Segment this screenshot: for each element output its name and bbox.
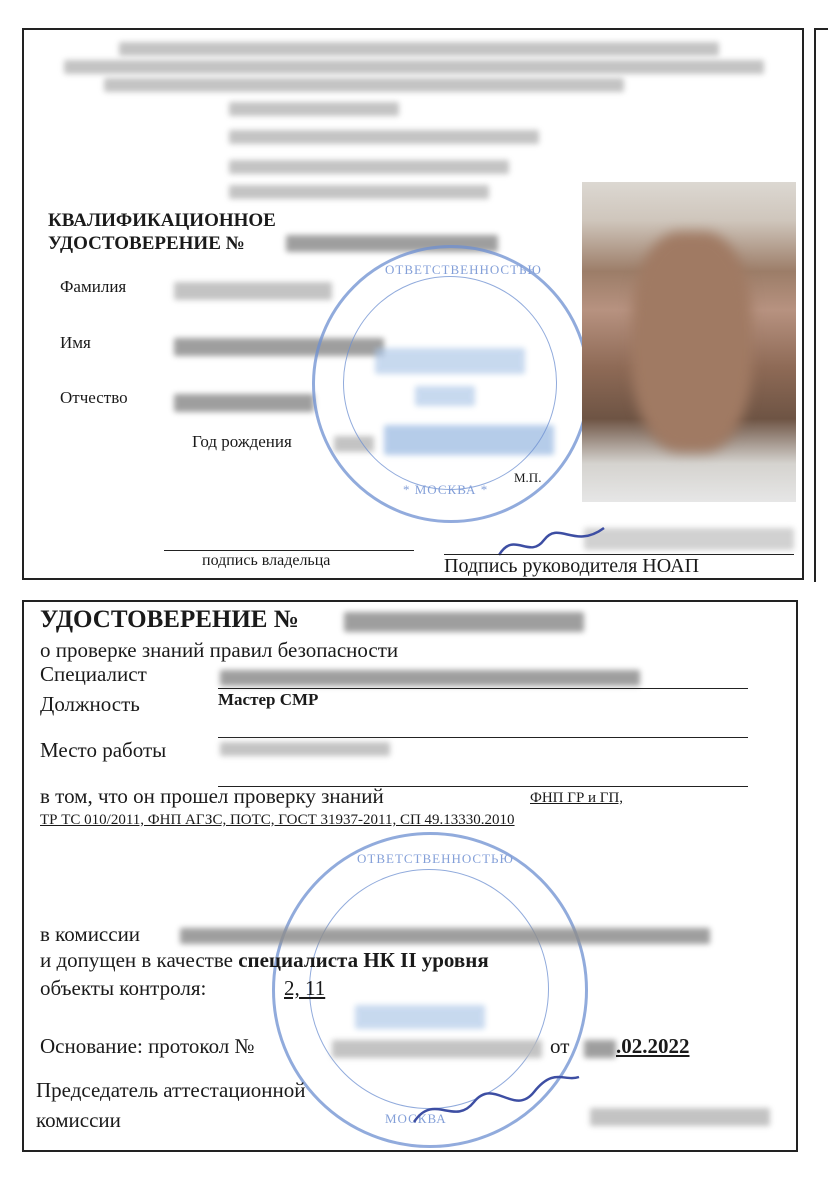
chairman-name-redacted <box>590 1108 770 1126</box>
bottom-card-title: УДОСТОВЕРЕНИЕ № <box>40 606 299 633</box>
holder-photo <box>582 182 796 502</box>
admitted-prefix: и допущен в качестве <box>40 948 233 972</box>
adjacent-page-edge <box>814 28 828 582</box>
norms-line-1: ФНП ГР и ГП, <box>530 790 624 806</box>
admitted-value: специалиста НК II уровня <box>238 948 489 972</box>
owner-signature-line <box>164 550 414 551</box>
admitted-text <box>40 948 489 973</box>
chairman-line-1: Председатель аттестационной <box>36 1078 306 1102</box>
header-redacted-line-6 <box>229 160 509 174</box>
basis-day-redacted <box>584 1040 616 1058</box>
protocol-number-redacted <box>332 1040 542 1058</box>
objects-label: объекты контроля: <box>40 976 207 1000</box>
stamp-center-redacted-2 <box>415 386 475 406</box>
commission-label: в комиссии <box>40 922 141 946</box>
basis-from: от <box>550 1034 570 1058</box>
specialist-value-redacted <box>220 670 640 686</box>
norms-line-2: ТР ТС 010/2011, ФНП АГЗС, ПОТС, ГОСТ 31937-2011, СП 49.13330.2010 <box>40 812 515 828</box>
surname-label: Фамилия <box>60 277 127 296</box>
seal-place-label: М.П. <box>514 470 542 485</box>
commission-stamp-center-redacted <box>355 1005 485 1029</box>
basis-label: Основание: протокол № <box>40 1034 255 1058</box>
specialist-label: Специалист <box>40 662 147 686</box>
head-signature-redacted <box>584 528 794 550</box>
stamp-center-redacted-1 <box>375 348 525 374</box>
card-title-line2: УДОСТОВЕРЕНИЕ № <box>48 233 245 254</box>
bottom-card-subtitle: о проверке знаний правил безопасности <box>40 638 399 662</box>
stamp-inner-ring <box>343 276 557 490</box>
surname-value-redacted <box>174 282 332 300</box>
objects-value: 2, 11 <box>284 976 326 1000</box>
safety-knowledge-card <box>22 600 798 1152</box>
commission-value-redacted <box>180 928 710 944</box>
chairman-signature <box>404 1072 584 1132</box>
commission-stamp-text-bottom: МОСКВА <box>385 1111 447 1126</box>
header-redacted-line-1 <box>119 42 719 56</box>
photo-face-pixelated <box>632 232 752 452</box>
workplace-value-redacted <box>220 742 390 756</box>
header-redacted-line-3 <box>104 78 624 92</box>
bottom-certificate-number-redacted <box>344 612 584 632</box>
stamp-text-bottom: * МОСКВА * <box>403 482 489 497</box>
patronymic-label: Отчество <box>60 388 128 407</box>
position-value: Мастер СМР <box>218 690 319 709</box>
workplace-label: Место работы <box>40 738 167 762</box>
head-signature-label: Подпись руководителя НОАП <box>444 555 700 577</box>
qualification-card <box>22 28 804 580</box>
position-label: Должность <box>40 692 140 716</box>
header-redacted-line-2 <box>64 60 764 74</box>
header-redacted-line-5 <box>229 130 539 144</box>
header-redacted-line-7 <box>229 185 489 199</box>
name-label: Имя <box>60 333 91 352</box>
commission-stamp-text-top: ОТВЕТСТВЕННОСТЬЮ <box>357 851 514 866</box>
stamp-text-top: ОТВЕТСТВЕННОСТЬЮ <box>385 262 542 277</box>
organization-stamp <box>312 245 590 523</box>
position-underline <box>218 737 748 738</box>
passed-text: в том, что он прошел проверку знаний <box>40 784 384 808</box>
patronymic-value-redacted <box>174 394 314 412</box>
owner-signature-label: подпись владельца <box>202 552 331 569</box>
specialist-underline <box>218 688 748 689</box>
card-title-line1: КВАЛИФИКАЦИОННОЕ <box>48 210 276 231</box>
birth-year-label: Год рождения <box>192 432 292 451</box>
header-redacted-line-4 <box>229 102 399 116</box>
basis-date: .02.2022 <box>616 1034 690 1058</box>
chairman-line-2: комиссии <box>36 1108 121 1132</box>
